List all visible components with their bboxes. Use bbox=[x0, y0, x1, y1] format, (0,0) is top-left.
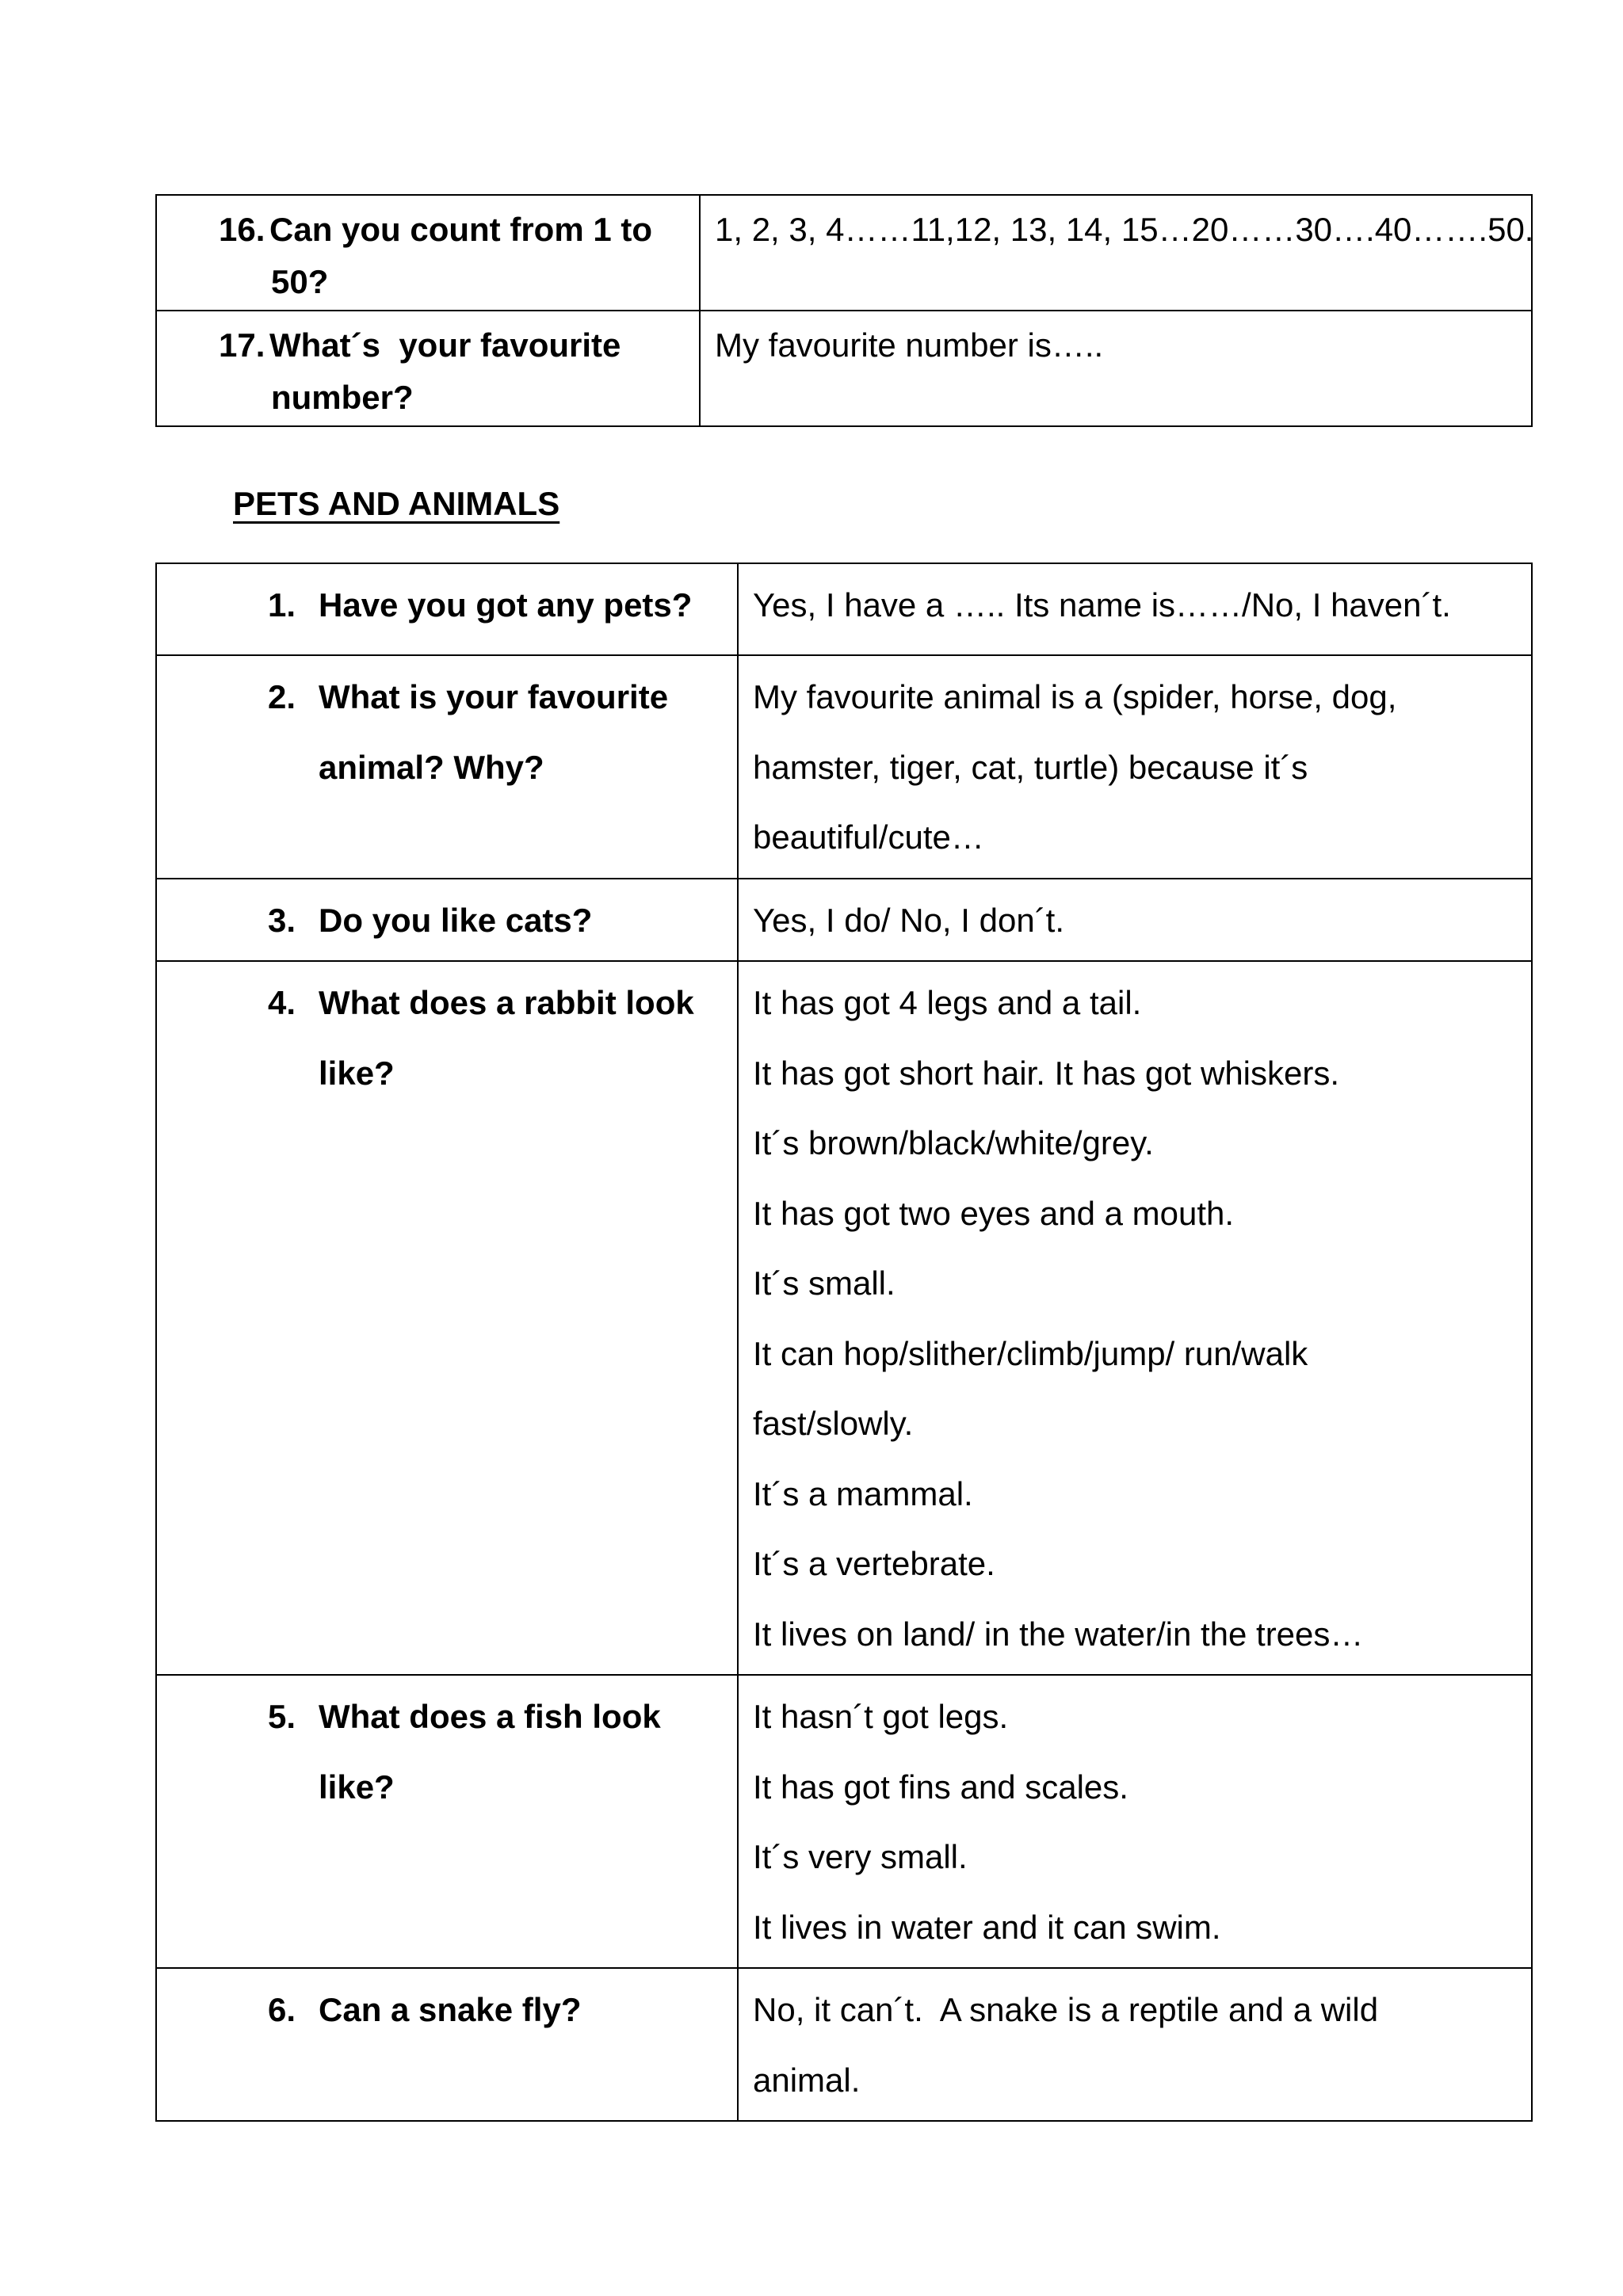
answer-line: It has got short hair. It has got whiskers. bbox=[753, 1054, 1340, 1092]
answer-cell bbox=[700, 195, 1532, 311]
answer-line: Yes, I have a ….. Its name is……/No, I haven´t. bbox=[753, 586, 1451, 624]
question-line: animal? Why? bbox=[319, 748, 544, 786]
table-row bbox=[156, 961, 1532, 1675]
answer-line: It´s a vertebrate. bbox=[753, 1545, 995, 1582]
question-cell bbox=[156, 563, 738, 655]
question-cell bbox=[156, 655, 738, 879]
question-line: Can a snake fly? bbox=[319, 1991, 582, 2028]
answer-line: It´s brown/black/white/grey. bbox=[753, 1124, 1154, 1161]
answer-cell bbox=[738, 563, 1532, 655]
question-number: 1. bbox=[268, 586, 296, 624]
table-row bbox=[156, 1675, 1532, 1968]
question-line: What is your favourite bbox=[319, 678, 669, 715]
table-row bbox=[156, 311, 1532, 426]
answer-line: It´s very small. bbox=[753, 1838, 968, 1875]
answer-line: My favourite animal is a (spider, horse, dog, bbox=[753, 678, 1397, 715]
question-line: like? bbox=[319, 1054, 395, 1092]
question-text bbox=[319, 570, 731, 641]
question-line: Can you count from 1 to bbox=[269, 211, 652, 248]
answer-line: fast/slowly. bbox=[753, 1405, 914, 1442]
question-cell bbox=[156, 961, 738, 1675]
question-number: 2. bbox=[268, 678, 296, 715]
answer-line: hamster, tiger, cat, turtle) because it´s bbox=[753, 748, 1308, 786]
answer-line: It lives on land/ in the water/in the trees… bbox=[753, 1615, 1364, 1653]
question-text bbox=[319, 1975, 731, 2046]
answer-line: No, it can´t. A snake is a reptile and a wild bbox=[753, 1991, 1379, 2028]
answer-cell bbox=[738, 655, 1532, 879]
answer-line: Yes, I do/ No, I don´t. bbox=[753, 901, 1065, 939]
answer-cell bbox=[700, 311, 1532, 426]
pets-table bbox=[155, 563, 1533, 2122]
answer-cell bbox=[738, 1968, 1532, 2121]
question-line: What´s your favourite bbox=[269, 326, 621, 364]
question-cell bbox=[156, 311, 700, 426]
answer-line: It has got 4 legs and a tail. bbox=[753, 984, 1142, 1021]
question-line: Have you got any pets? bbox=[319, 586, 693, 624]
numbers-table bbox=[155, 194, 1533, 427]
answer-line: animal. bbox=[753, 2061, 861, 2099]
answer-line: It has got two eyes and a mouth. bbox=[753, 1194, 1235, 1232]
question-line: Do you like cats? bbox=[319, 901, 593, 939]
question-text bbox=[271, 319, 683, 424]
question-text bbox=[319, 886, 731, 956]
question-text bbox=[271, 204, 683, 308]
question-number: 16. bbox=[219, 211, 265, 248]
answer-line: It can hop/slither/climb/jump/ run/walk bbox=[753, 1334, 1308, 1372]
answer-line: It lives in water and it can swim. bbox=[753, 1908, 1221, 1946]
question-cell bbox=[156, 1675, 738, 1968]
question-number: 3. bbox=[268, 901, 296, 939]
answer-cell bbox=[738, 1675, 1532, 1968]
question-text bbox=[319, 968, 731, 1108]
question-line: What does a rabbit look bbox=[319, 984, 694, 1021]
answer-line: It hasn´t got legs. bbox=[753, 1698, 1009, 1735]
question-cell bbox=[156, 195, 700, 311]
table-row bbox=[156, 563, 1532, 655]
question-number: 17. bbox=[219, 326, 265, 364]
question-number: 6. bbox=[268, 1991, 296, 2028]
question-line: What does a fish look bbox=[319, 1698, 661, 1735]
answer-line: My favourite number is….. bbox=[715, 326, 1104, 364]
question-line: number? bbox=[271, 379, 414, 416]
answer-line: It´s small. bbox=[753, 1264, 896, 1302]
table-row bbox=[156, 655, 1532, 879]
answer-line: It´s a mammal. bbox=[753, 1474, 973, 1512]
section-heading: PETS AND ANIMALS bbox=[233, 485, 560, 522]
answer-cell bbox=[738, 961, 1532, 1675]
question-text bbox=[319, 1682, 731, 1822]
table-row bbox=[156, 1968, 1532, 2121]
table-row bbox=[156, 879, 1532, 962]
question-cell bbox=[156, 879, 738, 962]
question-cell bbox=[156, 1968, 738, 2121]
table-row bbox=[156, 195, 1532, 311]
answer-line: It has got fins and scales. bbox=[753, 1768, 1128, 1806]
question-number: 5. bbox=[268, 1698, 296, 1735]
question-number: 4. bbox=[268, 984, 296, 1021]
question-line: 50? bbox=[271, 263, 329, 300]
question-text bbox=[319, 662, 731, 803]
answer-line: 1, 2, 3, 4……11,12, 13, 14, 15…20……30….40…….50. bbox=[715, 211, 1534, 248]
question-line: like? bbox=[319, 1768, 395, 1806]
answer-cell bbox=[738, 879, 1532, 962]
answer-line: beautiful/cute… bbox=[753, 818, 984, 856]
